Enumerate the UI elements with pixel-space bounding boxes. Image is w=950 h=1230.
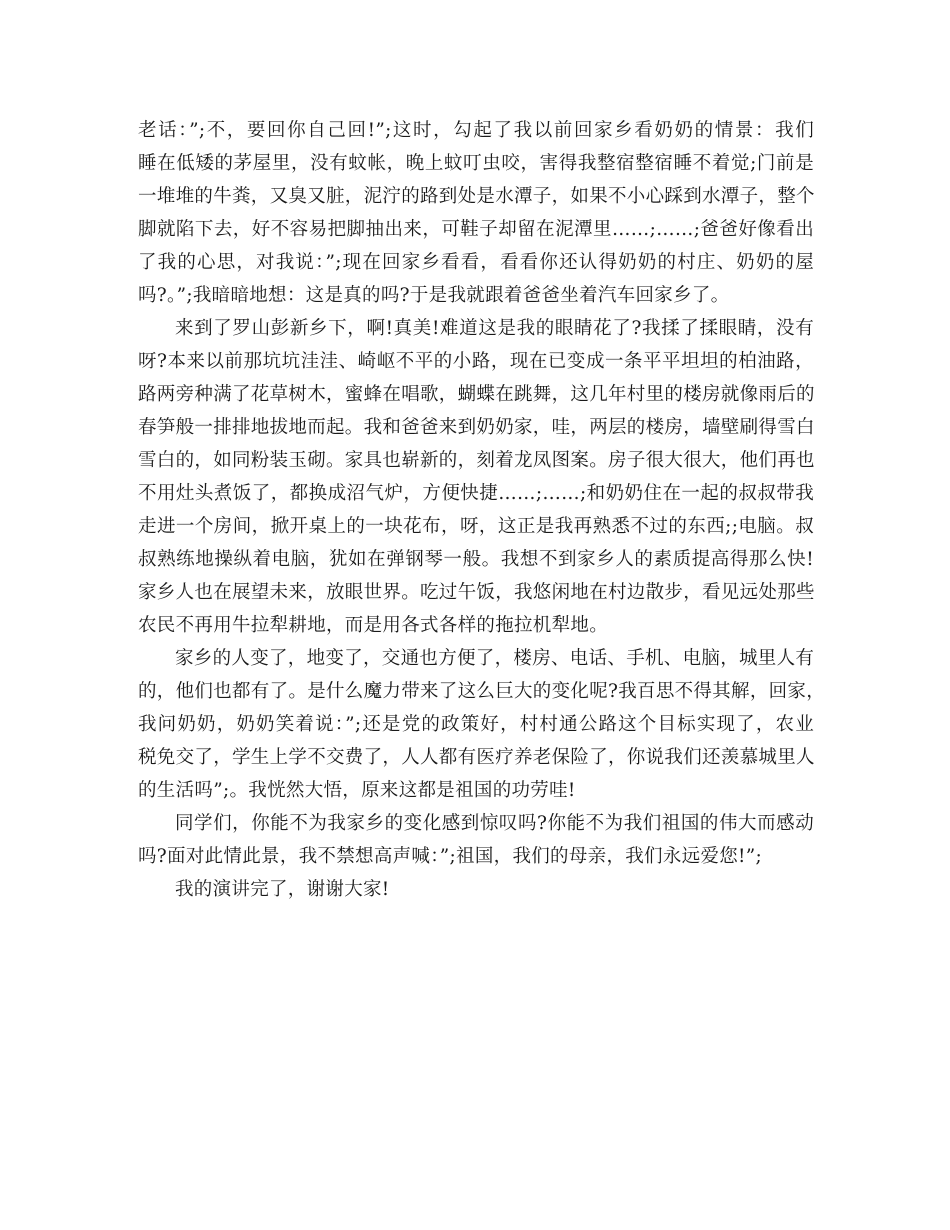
paragraph-2-line-3: 路两旁种满了花草树木，蜜蜂在唱歌，蝴蝶在跳舞，这几年村里的楼房就像雨后的 <box>138 384 815 405</box>
paragraph-1-line-5: 了我的心思，对我说：”;现在回家乡看看，看看你还认得奶奶的村庄、奶奶的屋 <box>138 252 814 273</box>
paragraph-2-line-2: 呀?本来以前那坑坑洼洼、崎岖不平的小路，现在已变成一条平平坦坦的柏油路， <box>138 351 814 372</box>
paragraph-2-line-7: 走进一个房间，掀开桌上的一块花布，呀，这正是我再熟悉不过的东西;;电脑。叔 <box>138 516 814 537</box>
paragraph-3-line-1: 家乡的人变了，地变了，交通也方便了，楼房、电话、手机、电脑，城里人有 <box>175 648 815 669</box>
paragraph-1-line-2: 睡在低矮的茅屋里，没有蚊帐，晚上蚊叮虫咬，害得我整宿整宿睡不着觉;门前是 <box>138 153 814 174</box>
paragraph-1-line-1: 老话：”;不，要回你自己回!”;这时，勾起了我以前回家乡看奶奶的情景：我们 <box>138 120 814 141</box>
paragraph-2-line-8: 叔熟练地操纵着电脑，犹如在弹钢琴一般。我想不到家乡人的素质提高得那么快! <box>138 549 814 570</box>
paragraph-4-line-2: 吗?面对此情此景，我不禁想高声喊：”;祖国，我们的母亲，我们永远爱您!”; <box>138 846 763 867</box>
paragraph-5-line-1: 我的演讲完了，谢谢大家! <box>175 879 390 900</box>
paragraph-3-line-5: 的生活吗”;。我恍然大悟，原来这都是祖国的功劳哇! <box>138 780 576 801</box>
paragraph-4-line-1: 同学们，你能不为我家乡的变化感到惊叹吗?你能不为我们祖国的伟大而感动 <box>175 813 814 834</box>
paragraph-2-line-10: 农民不再用牛拉犁耕地，而是用各式各样的拖拉机犁地。 <box>138 615 609 636</box>
document-body <box>138 114 826 906</box>
paragraph-2-line-9: 家乡人也在展望未来，放眼世界。吃过午饭，我悠闲地在村边散步，看见远处那些 <box>138 582 815 603</box>
paragraph-2-line-1: 来到了罗山彭新乡下，啊!真美!难道这是我的眼睛花了?我揉了揉眼睛，没有 <box>175 318 814 339</box>
paragraph-1-line-6: 吗?。”;我暗暗地想：这是真的吗?于是我就跟着爸爸坐着汽车回家乡了。 <box>138 285 730 306</box>
paragraph-1-line-3: 一堆堆的牛粪，又臭又脏，泥泞的路到处是水潭子，如果不小心踩到水潭子，整个 <box>138 186 815 207</box>
paragraph-2-line-6: 不用灶头煮饭了，都换成沼气炉，方便快捷……;……;和奶奶住在一起的叔叔带我 <box>138 483 814 504</box>
paragraph-3-line-2: 的，他们也都有了。是什么魔力带来了这么巨大的变化呢?我百思不得其解，回家， <box>138 681 826 702</box>
paragraph-2-line-5: 雪白的，如同粉装玉砌。家具也崭新的，刻着龙凤图案。房子很大很大，他们再也 <box>138 450 815 471</box>
paragraph-2-line-4: 春笋般一排排地拔地而起。我和爸爸来到奶奶家，哇，两层的楼房，墙壁刷得雪白 <box>138 417 815 438</box>
paragraph-1-line-4: 脚就陷下去，好不容易把脚抽出来，可鞋子却留在泥潭里……;……;爸爸好像看出 <box>138 219 814 240</box>
paragraph-3-line-4: 税免交了，学生上学不交费了，人人都有医疗养老保险了，你说我们还羡慕城里人 <box>138 747 815 768</box>
paragraph-3-line-3: 我问奶奶，奶奶笑着说：”;还是党的政策好，村村通公路这个目标实现了，农业 <box>138 714 814 735</box>
